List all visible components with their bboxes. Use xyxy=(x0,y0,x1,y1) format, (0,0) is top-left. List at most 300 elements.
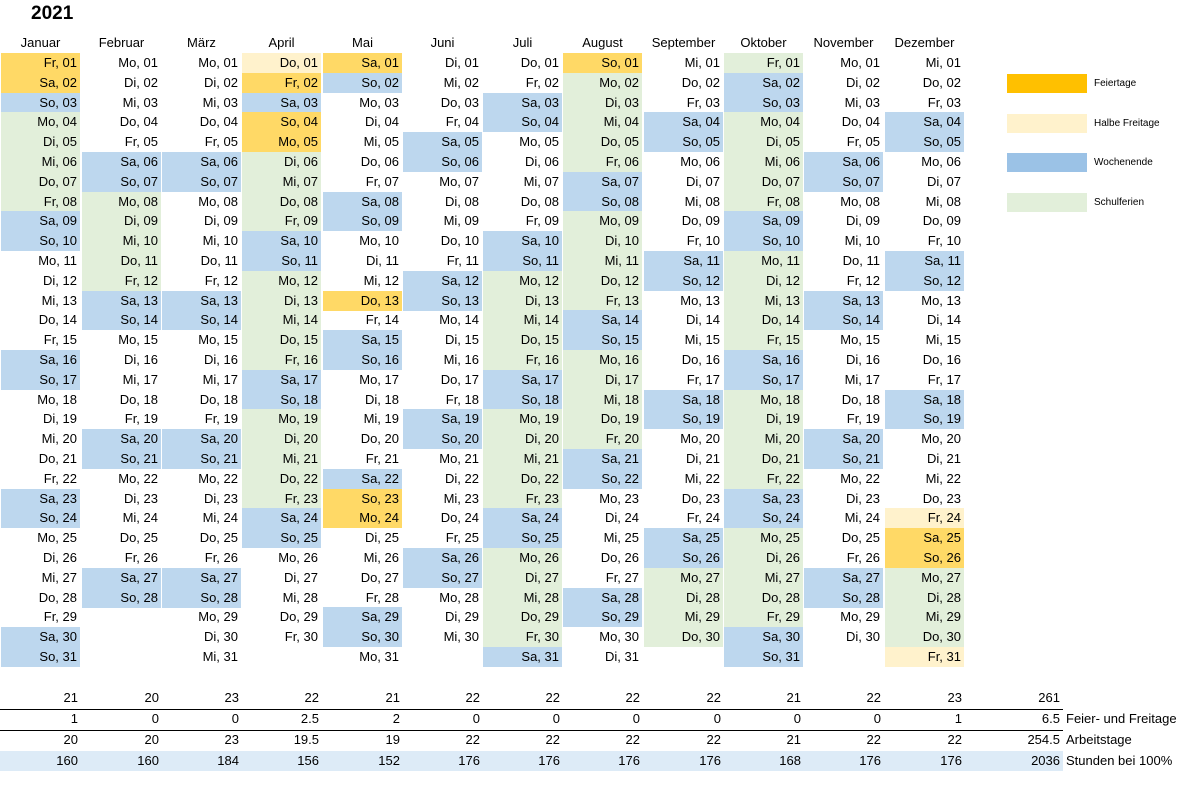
day-cell[interactable]: So, 06 xyxy=(403,152,482,172)
day-cell[interactable]: Mi, 27 xyxy=(724,568,803,588)
day-cell[interactable]: Di, 25 xyxy=(365,530,399,546)
day-cell[interactable]: Mo, 22 xyxy=(118,470,158,486)
day-cell[interactable]: So, 10 xyxy=(1,231,80,251)
day-cell[interactable]: Sa, 11 xyxy=(885,251,964,271)
day-cell[interactable]: Di, 28 xyxy=(885,588,964,608)
day-cell[interactable]: So, 14 xyxy=(162,310,241,330)
day-cell[interactable]: Mi, 06 xyxy=(1,152,80,172)
day-cell[interactable]: Di, 28 xyxy=(644,588,723,608)
day-cell[interactable]: Di, 27 xyxy=(284,569,318,585)
day-cell[interactable]: Do, 04 xyxy=(119,114,158,130)
day-cell[interactable]: Do, 08 xyxy=(242,192,321,212)
day-cell[interactable]: Di, 22 xyxy=(445,470,479,486)
day-cell[interactable]: Di, 03 xyxy=(563,93,642,113)
day-cell[interactable]: Di, 15 xyxy=(445,332,479,348)
day-cell[interactable]: Di, 16 xyxy=(846,352,880,367)
day-cell[interactable]: Fr, 22 xyxy=(43,470,77,486)
day-cell[interactable]: Do, 16 xyxy=(681,352,720,367)
day-cell[interactable]: So, 16 xyxy=(323,350,402,370)
day-cell[interactable]: Do, 11 xyxy=(842,253,880,268)
day-cell[interactable]: Fr, 30 xyxy=(284,629,318,645)
day-cell[interactable]: Fr, 19 xyxy=(204,411,238,427)
day-cell[interactable]: Mo, 30 xyxy=(599,629,639,645)
day-cell[interactable]: Mi, 12 xyxy=(363,272,399,288)
day-cell[interactable]: Mo, 10 xyxy=(359,233,399,249)
day-cell[interactable]: Fr, 09 xyxy=(525,213,559,229)
day-cell[interactable]: Do, 12 xyxy=(563,271,642,291)
day-cell[interactable]: So, 19 xyxy=(885,409,964,429)
day-cell[interactable]: Fr, 14 xyxy=(365,312,399,328)
day-cell[interactable]: Do, 27 xyxy=(360,569,399,585)
day-cell[interactable]: Fr, 17 xyxy=(927,371,961,387)
day-cell[interactable]: Sa, 02 xyxy=(1,73,80,93)
day-cell[interactable]: So, 22 xyxy=(563,469,642,489)
day-cell[interactable]: Di, 16 xyxy=(124,352,158,367)
day-cell[interactable]: Do, 21 xyxy=(724,449,803,469)
day-cell[interactable]: Sa, 09 xyxy=(724,211,803,231)
day-cell[interactable]: Mi, 10 xyxy=(844,233,880,249)
day-cell[interactable]: Mo, 17 xyxy=(359,371,399,387)
day-cell[interactable]: Di, 13 xyxy=(242,291,321,311)
day-cell[interactable]: Do, 25 xyxy=(199,530,238,546)
day-cell[interactable]: So, 24 xyxy=(1,508,80,528)
day-cell[interactable]: Fr, 28 xyxy=(365,589,399,605)
day-cell[interactable]: So, 14 xyxy=(82,310,161,330)
day-cell[interactable]: Mo, 26 xyxy=(278,550,318,565)
day-cell[interactable]: Fr, 05 xyxy=(124,134,158,150)
day-cell[interactable]: Fr, 02 xyxy=(525,74,559,90)
day-cell[interactable]: Do, 29 xyxy=(279,609,318,625)
day-cell[interactable]: Fr, 05 xyxy=(204,134,238,150)
day-cell[interactable]: Mi, 06 xyxy=(724,152,803,172)
day-cell[interactable]: Fr, 17 xyxy=(686,371,720,387)
day-cell[interactable]: Fr, 21 xyxy=(365,451,399,466)
day-cell[interactable]: Fr, 31 xyxy=(885,647,964,667)
day-cell[interactable]: Mi, 29 xyxy=(885,607,964,627)
day-cell[interactable]: So, 27 xyxy=(403,568,482,588)
day-cell[interactable]: Di, 11 xyxy=(366,253,399,268)
day-cell[interactable]: Sa, 20 xyxy=(162,429,241,449)
day-cell[interactable]: Sa, 29 xyxy=(323,607,402,627)
day-cell[interactable]: So, 25 xyxy=(242,528,321,548)
day-cell[interactable]: Mo, 20 xyxy=(680,431,720,447)
day-cell[interactable]: Sa, 01 xyxy=(323,53,402,73)
day-cell[interactable]: Do, 07 xyxy=(1,172,80,192)
day-cell[interactable]: So, 04 xyxy=(483,112,562,132)
day-cell[interactable]: Do, 14 xyxy=(38,312,77,328)
day-cell[interactable]: Sa, 13 xyxy=(162,291,241,311)
day-cell[interactable]: Mo, 12 xyxy=(242,271,321,291)
day-cell[interactable]: Mo, 27 xyxy=(885,568,964,588)
day-cell[interactable]: Di, 06 xyxy=(525,154,559,169)
day-cell[interactable]: Mo, 01 xyxy=(840,55,880,70)
day-cell[interactable]: Fr, 22 xyxy=(724,469,803,489)
day-cell[interactable]: Sa, 10 xyxy=(483,231,562,251)
day-cell[interactable]: Do, 03 xyxy=(440,94,479,110)
day-cell[interactable]: So, 10 xyxy=(724,231,803,251)
day-cell[interactable]: Mo, 19 xyxy=(242,409,321,429)
day-cell[interactable]: Do, 01 xyxy=(520,55,559,70)
day-cell[interactable]: Di, 09 xyxy=(82,211,161,231)
day-cell[interactable]: Sa, 08 xyxy=(323,192,402,212)
day-cell[interactable]: So, 03 xyxy=(1,93,80,113)
day-cell[interactable]: So, 15 xyxy=(563,330,642,350)
day-cell[interactable]: Fr, 19 xyxy=(846,411,880,427)
day-cell[interactable]: Mo, 11 xyxy=(38,253,77,268)
day-cell[interactable]: Do, 15 xyxy=(242,330,321,350)
day-cell[interactable]: So, 21 xyxy=(804,449,883,469)
day-cell[interactable]: Sa, 19 xyxy=(403,409,482,429)
day-cell[interactable]: Mi, 24 xyxy=(844,510,880,526)
day-cell[interactable]: Sa, 06 xyxy=(804,152,883,172)
day-cell[interactable]: Di, 04 xyxy=(365,114,399,130)
day-cell[interactable]: Sa, 17 xyxy=(483,370,562,390)
day-cell[interactable]: Mi, 11 xyxy=(563,251,642,271)
day-cell[interactable]: Sa, 30 xyxy=(724,627,803,647)
day-cell[interactable]: So, 26 xyxy=(644,548,723,568)
day-cell[interactable]: Sa, 22 xyxy=(323,469,402,489)
day-cell[interactable]: Mi, 28 xyxy=(282,589,318,605)
day-cell[interactable]: Di, 02 xyxy=(124,74,158,90)
day-cell[interactable]: Sa, 05 xyxy=(403,132,482,152)
day-cell[interactable]: Mi, 16 xyxy=(443,352,479,367)
day-cell[interactable]: Do, 01 xyxy=(242,53,321,73)
day-cell[interactable]: Mo, 29 xyxy=(198,609,238,625)
day-cell[interactable]: Fr, 12 xyxy=(846,272,880,288)
day-cell[interactable]: Mi, 27 xyxy=(41,569,77,585)
day-cell[interactable]: Mo, 08 xyxy=(840,193,880,209)
day-cell[interactable]: Mi, 03 xyxy=(844,94,880,110)
day-cell[interactable]: Mi, 24 xyxy=(202,510,238,526)
day-cell[interactable]: Do, 02 xyxy=(681,74,720,90)
day-cell[interactable]: Sa, 21 xyxy=(563,449,642,469)
day-cell[interactable]: Sa, 03 xyxy=(242,93,321,113)
day-cell[interactable]: Do, 11 xyxy=(82,251,161,271)
day-cell[interactable]: Fr, 27 xyxy=(605,569,639,585)
day-cell[interactable]: Fr, 23 xyxy=(242,489,321,509)
day-cell[interactable]: Mo, 25 xyxy=(724,528,803,548)
day-cell[interactable]: Fr, 23 xyxy=(483,489,562,509)
day-cell[interactable]: Fr, 26 xyxy=(846,550,880,565)
day-cell[interactable]: Do, 04 xyxy=(841,114,880,130)
day-cell[interactable]: Fr, 20 xyxy=(563,429,642,449)
day-cell[interactable]: Mi, 22 xyxy=(925,470,961,486)
day-cell[interactable]: Di, 10 xyxy=(563,231,642,251)
day-cell[interactable]: Do, 24 xyxy=(440,510,479,526)
day-cell[interactable]: So, 11 xyxy=(483,251,562,271)
day-cell[interactable]: So, 21 xyxy=(162,449,241,469)
day-cell[interactable]: So, 31 xyxy=(1,647,80,667)
day-cell[interactable]: So, 21 xyxy=(82,449,161,469)
day-cell[interactable]: Di, 05 xyxy=(1,132,80,152)
day-cell[interactable]: Do, 25 xyxy=(119,530,158,546)
day-cell[interactable]: So, 30 xyxy=(323,627,402,647)
day-cell[interactable]: Mo, 07 xyxy=(439,173,479,189)
day-cell[interactable]: So, 09 xyxy=(323,211,402,231)
day-cell[interactable]: So, 05 xyxy=(885,132,964,152)
day-cell[interactable]: Di, 02 xyxy=(204,74,238,90)
day-cell[interactable]: Sa, 30 xyxy=(1,627,80,647)
day-cell[interactable]: Mo, 05 xyxy=(519,134,559,150)
day-cell[interactable]: Fr, 07 xyxy=(365,173,399,189)
day-cell[interactable]: Di, 29 xyxy=(445,609,479,625)
day-cell[interactable]: Di, 12 xyxy=(724,271,803,291)
day-cell[interactable]: Mo, 03 xyxy=(359,94,399,110)
day-cell[interactable]: Fr, 10 xyxy=(686,233,720,249)
day-cell[interactable]: Do, 06 xyxy=(360,154,399,169)
day-cell[interactable]: Do, 07 xyxy=(724,172,803,192)
day-cell[interactable]: Sa, 06 xyxy=(82,152,161,172)
day-cell[interactable]: Di, 14 xyxy=(686,312,720,328)
day-cell[interactable]: Fr, 08 xyxy=(1,192,80,212)
day-cell[interactable]: So, 13 xyxy=(403,291,482,311)
day-cell[interactable]: Mo, 01 xyxy=(118,55,158,70)
day-cell[interactable]: Fr, 29 xyxy=(43,609,77,625)
day-cell[interactable]: Fr, 30 xyxy=(483,627,562,647)
day-cell[interactable]: Mi, 22 xyxy=(684,470,720,486)
day-cell[interactable]: Fr, 11 xyxy=(446,253,479,268)
day-cell[interactable]: Di, 18 xyxy=(365,391,399,407)
day-cell[interactable]: Di, 16 xyxy=(204,352,238,367)
day-cell[interactable]: Mi, 10 xyxy=(202,233,238,249)
day-cell[interactable]: Mo, 22 xyxy=(198,470,238,486)
day-cell[interactable]: Fr, 24 xyxy=(885,508,964,528)
day-cell[interactable]: So, 14 xyxy=(804,310,883,330)
day-cell[interactable]: Mo, 04 xyxy=(724,112,803,132)
day-cell[interactable]: Di, 23 xyxy=(204,490,238,506)
day-cell[interactable]: Do, 18 xyxy=(119,391,158,407)
day-cell[interactable]: Fr, 01 xyxy=(1,53,80,73)
day-cell[interactable]: Mo, 22 xyxy=(840,470,880,486)
day-cell[interactable]: Mi, 15 xyxy=(925,332,961,348)
day-cell[interactable]: Mi, 21 xyxy=(483,449,562,469)
day-cell[interactable]: So, 07 xyxy=(162,172,241,192)
day-cell[interactable]: Do, 30 xyxy=(644,627,723,647)
day-cell[interactable]: Mo, 18 xyxy=(724,390,803,410)
day-cell[interactable]: Sa, 04 xyxy=(885,112,964,132)
day-cell[interactable]: Di, 02 xyxy=(846,74,880,90)
day-cell[interactable]: So, 20 xyxy=(403,429,482,449)
day-cell[interactable]: Mi, 14 xyxy=(483,310,562,330)
day-cell[interactable]: Di, 01 xyxy=(445,55,479,70)
day-cell[interactable]: Sa, 27 xyxy=(804,568,883,588)
day-cell[interactable]: Sa, 28 xyxy=(563,588,642,608)
day-cell[interactable]: Sa, 17 xyxy=(242,370,321,390)
day-cell[interactable]: Do, 15 xyxy=(483,330,562,350)
day-cell[interactable]: Mo, 04 xyxy=(1,112,80,132)
day-cell[interactable]: Mo, 20 xyxy=(921,431,961,447)
day-cell[interactable]: Mi, 17 xyxy=(844,371,880,387)
day-cell[interactable]: Sa, 15 xyxy=(323,330,402,350)
day-cell[interactable]: Do, 10 xyxy=(440,233,479,249)
day-cell[interactable]: Sa, 03 xyxy=(483,93,562,113)
day-cell[interactable]: Sa, 27 xyxy=(82,568,161,588)
day-cell[interactable]: So, 05 xyxy=(644,132,723,152)
day-cell[interactable]: Fr, 08 xyxy=(724,192,803,212)
day-cell[interactable]: Do, 20 xyxy=(360,431,399,447)
day-cell[interactable]: Mo, 29 xyxy=(840,609,880,625)
day-cell[interactable]: So, 17 xyxy=(724,370,803,390)
day-cell[interactable]: Sa, 25 xyxy=(644,528,723,548)
day-cell[interactable]: Fr, 15 xyxy=(43,332,77,348)
day-cell[interactable]: Do, 19 xyxy=(563,409,642,429)
day-cell[interactable]: Sa, 06 xyxy=(162,152,241,172)
day-cell[interactable]: Do, 09 xyxy=(922,213,961,229)
day-cell[interactable]: Do, 14 xyxy=(724,310,803,330)
day-cell[interactable]: Sa, 16 xyxy=(724,350,803,370)
day-cell[interactable]: Mo, 27 xyxy=(644,568,723,588)
day-cell[interactable]: Mo, 01 xyxy=(198,55,238,70)
day-cell[interactable]: Do, 28 xyxy=(38,589,77,605)
day-cell[interactable]: Sa, 13 xyxy=(804,291,883,311)
day-cell[interactable]: Fr, 09 xyxy=(242,211,321,231)
day-cell[interactable]: Di, 24 xyxy=(605,510,639,526)
day-cell[interactable]: Sa, 07 xyxy=(563,172,642,192)
day-cell[interactable]: Mo, 31 xyxy=(359,649,399,664)
day-cell[interactable]: Mi, 15 xyxy=(684,332,720,348)
day-cell[interactable]: Di, 20 xyxy=(242,429,321,449)
day-cell[interactable]: Fr, 16 xyxy=(242,350,321,370)
day-cell[interactable]: So, 12 xyxy=(644,271,723,291)
day-cell[interactable]: Mo, 06 xyxy=(680,154,720,169)
day-cell[interactable]: Do, 23 xyxy=(922,490,961,506)
day-cell[interactable]: So, 02 xyxy=(323,73,402,93)
day-cell[interactable]: Mo, 02 xyxy=(563,73,642,93)
day-cell[interactable]: Mi, 02 xyxy=(443,74,479,90)
day-cell[interactable]: Fr, 29 xyxy=(724,607,803,627)
day-cell[interactable]: Sa, 27 xyxy=(162,568,241,588)
day-cell[interactable]: Sa, 13 xyxy=(82,291,161,311)
day-cell[interactable]: Di, 23 xyxy=(124,490,158,506)
day-cell[interactable]: Do, 17 xyxy=(440,371,479,387)
day-cell[interactable]: Mi, 14 xyxy=(242,310,321,330)
day-cell[interactable]: Mi, 04 xyxy=(563,112,642,132)
day-cell[interactable]: Di, 30 xyxy=(204,629,238,645)
day-cell[interactable]: Mi, 09 xyxy=(443,213,479,229)
day-cell[interactable]: Mi, 20 xyxy=(41,431,77,447)
day-cell[interactable]: Mi, 01 xyxy=(684,55,720,70)
day-cell[interactable]: Do, 21 xyxy=(38,451,77,466)
day-cell[interactable]: Di, 09 xyxy=(846,213,880,229)
day-cell[interactable]: Sa, 20 xyxy=(82,429,161,449)
day-cell[interactable]: Do, 04 xyxy=(199,114,238,130)
day-cell[interactable]: So, 18 xyxy=(483,390,562,410)
day-cell[interactable]: Di, 27 xyxy=(483,568,562,588)
day-cell[interactable]: Di, 19 xyxy=(724,409,803,429)
day-cell[interactable]: Mo, 18 xyxy=(37,391,77,407)
day-cell[interactable]: Sa, 14 xyxy=(563,310,642,330)
day-cell[interactable]: Do, 26 xyxy=(600,550,639,565)
day-cell[interactable]: Do, 22 xyxy=(483,469,562,489)
day-cell[interactable]: Mo, 19 xyxy=(483,409,562,429)
day-cell[interactable]: Fr, 10 xyxy=(927,233,961,249)
day-cell[interactable]: Sa, 24 xyxy=(242,508,321,528)
day-cell[interactable]: Mi, 03 xyxy=(122,94,158,110)
day-cell[interactable]: So, 26 xyxy=(885,548,964,568)
day-cell[interactable]: Fr, 26 xyxy=(124,550,158,565)
day-cell[interactable]: So, 19 xyxy=(644,409,723,429)
day-cell[interactable]: Mi, 07 xyxy=(523,173,559,189)
day-cell[interactable]: So, 28 xyxy=(162,588,241,608)
day-cell[interactable]: So, 28 xyxy=(804,588,883,608)
day-cell[interactable]: Do, 09 xyxy=(681,213,720,229)
day-cell[interactable]: Fr, 18 xyxy=(445,391,479,407)
day-cell[interactable]: So, 25 xyxy=(483,528,562,548)
day-cell[interactable]: Do, 29 xyxy=(483,607,562,627)
day-cell[interactable]: Di, 06 xyxy=(242,152,321,172)
day-cell[interactable]: Di, 14 xyxy=(927,312,961,328)
day-cell[interactable]: So, 01 xyxy=(563,53,642,73)
day-cell[interactable]: Mo, 25 xyxy=(37,530,77,546)
day-cell[interactable]: Sa, 09 xyxy=(1,211,80,231)
day-cell[interactable]: Di, 23 xyxy=(846,490,880,506)
day-cell[interactable]: Mo, 09 xyxy=(563,211,642,231)
day-cell[interactable]: Sa, 11 xyxy=(644,251,723,271)
day-cell[interactable]: Fr, 26 xyxy=(204,550,238,565)
day-cell[interactable]: Di, 17 xyxy=(563,370,642,390)
day-cell[interactable]: Sa, 31 xyxy=(483,647,562,667)
day-cell[interactable]: Fr, 25 xyxy=(445,530,479,546)
day-cell[interactable]: Mo, 05 xyxy=(242,132,321,152)
day-cell[interactable]: Do, 13 xyxy=(323,291,402,311)
day-cell[interactable]: So, 03 xyxy=(724,93,803,113)
day-cell[interactable]: Do, 02 xyxy=(922,74,961,90)
day-cell[interactable]: Mi, 01 xyxy=(925,55,961,70)
day-cell[interactable]: Di, 12 xyxy=(43,272,77,288)
day-cell[interactable]: Di, 05 xyxy=(724,132,803,152)
day-cell[interactable]: Sa, 24 xyxy=(483,508,562,528)
day-cell[interactable]: Do, 11 xyxy=(200,253,238,268)
day-cell[interactable]: So, 29 xyxy=(563,607,642,627)
day-cell[interactable]: Mo, 16 xyxy=(563,350,642,370)
day-cell[interactable]: Sa, 23 xyxy=(1,489,80,509)
day-cell[interactable]: Di, 09 xyxy=(204,213,238,229)
day-cell[interactable]: So, 08 xyxy=(563,192,642,212)
day-cell[interactable]: Mo, 28 xyxy=(439,589,479,605)
day-cell[interactable]: Mo, 21 xyxy=(439,451,479,466)
day-cell[interactable]: Mo, 13 xyxy=(680,292,720,308)
day-cell[interactable]: Sa, 16 xyxy=(1,350,80,370)
day-cell[interactable]: Di, 07 xyxy=(927,173,961,189)
day-cell[interactable]: Sa, 04 xyxy=(644,112,723,132)
day-cell[interactable]: Fr, 05 xyxy=(846,134,880,150)
day-cell[interactable]: Mi, 10 xyxy=(82,231,161,251)
day-cell[interactable]: Sa, 18 xyxy=(644,390,723,410)
day-cell[interactable]: Fr, 04 xyxy=(445,114,479,130)
day-cell[interactable]: Fr, 06 xyxy=(563,152,642,172)
day-cell[interactable]: Do, 16 xyxy=(922,352,961,367)
day-cell[interactable]: Di, 13 xyxy=(483,291,562,311)
day-cell[interactable]: Mi, 17 xyxy=(122,371,158,387)
day-cell[interactable]: Fr, 15 xyxy=(724,330,803,350)
day-cell[interactable]: Di, 07 xyxy=(686,173,720,189)
day-cell[interactable]: Di, 20 xyxy=(483,429,562,449)
day-cell[interactable]: Mo, 11 xyxy=(724,251,803,271)
day-cell[interactable]: Mi, 19 xyxy=(363,411,399,427)
day-cell[interactable]: Di, 31 xyxy=(605,649,639,664)
day-cell[interactable]: Mo, 06 xyxy=(921,154,961,169)
day-cell[interactable]: Mi, 31 xyxy=(202,649,238,664)
day-cell[interactable]: Sa, 12 xyxy=(403,271,482,291)
day-cell[interactable]: Mo, 08 xyxy=(198,193,238,209)
day-cell[interactable]: Di, 26 xyxy=(724,548,803,568)
day-cell[interactable]: Fr, 19 xyxy=(124,411,158,427)
day-cell[interactable]: Do, 05 xyxy=(563,132,642,152)
day-cell[interactable]: So, 12 xyxy=(885,271,964,291)
day-cell[interactable]: Fr, 03 xyxy=(686,94,720,110)
day-cell[interactable]: Mo, 15 xyxy=(840,332,880,348)
day-cell[interactable]: Mi, 13 xyxy=(724,291,803,311)
